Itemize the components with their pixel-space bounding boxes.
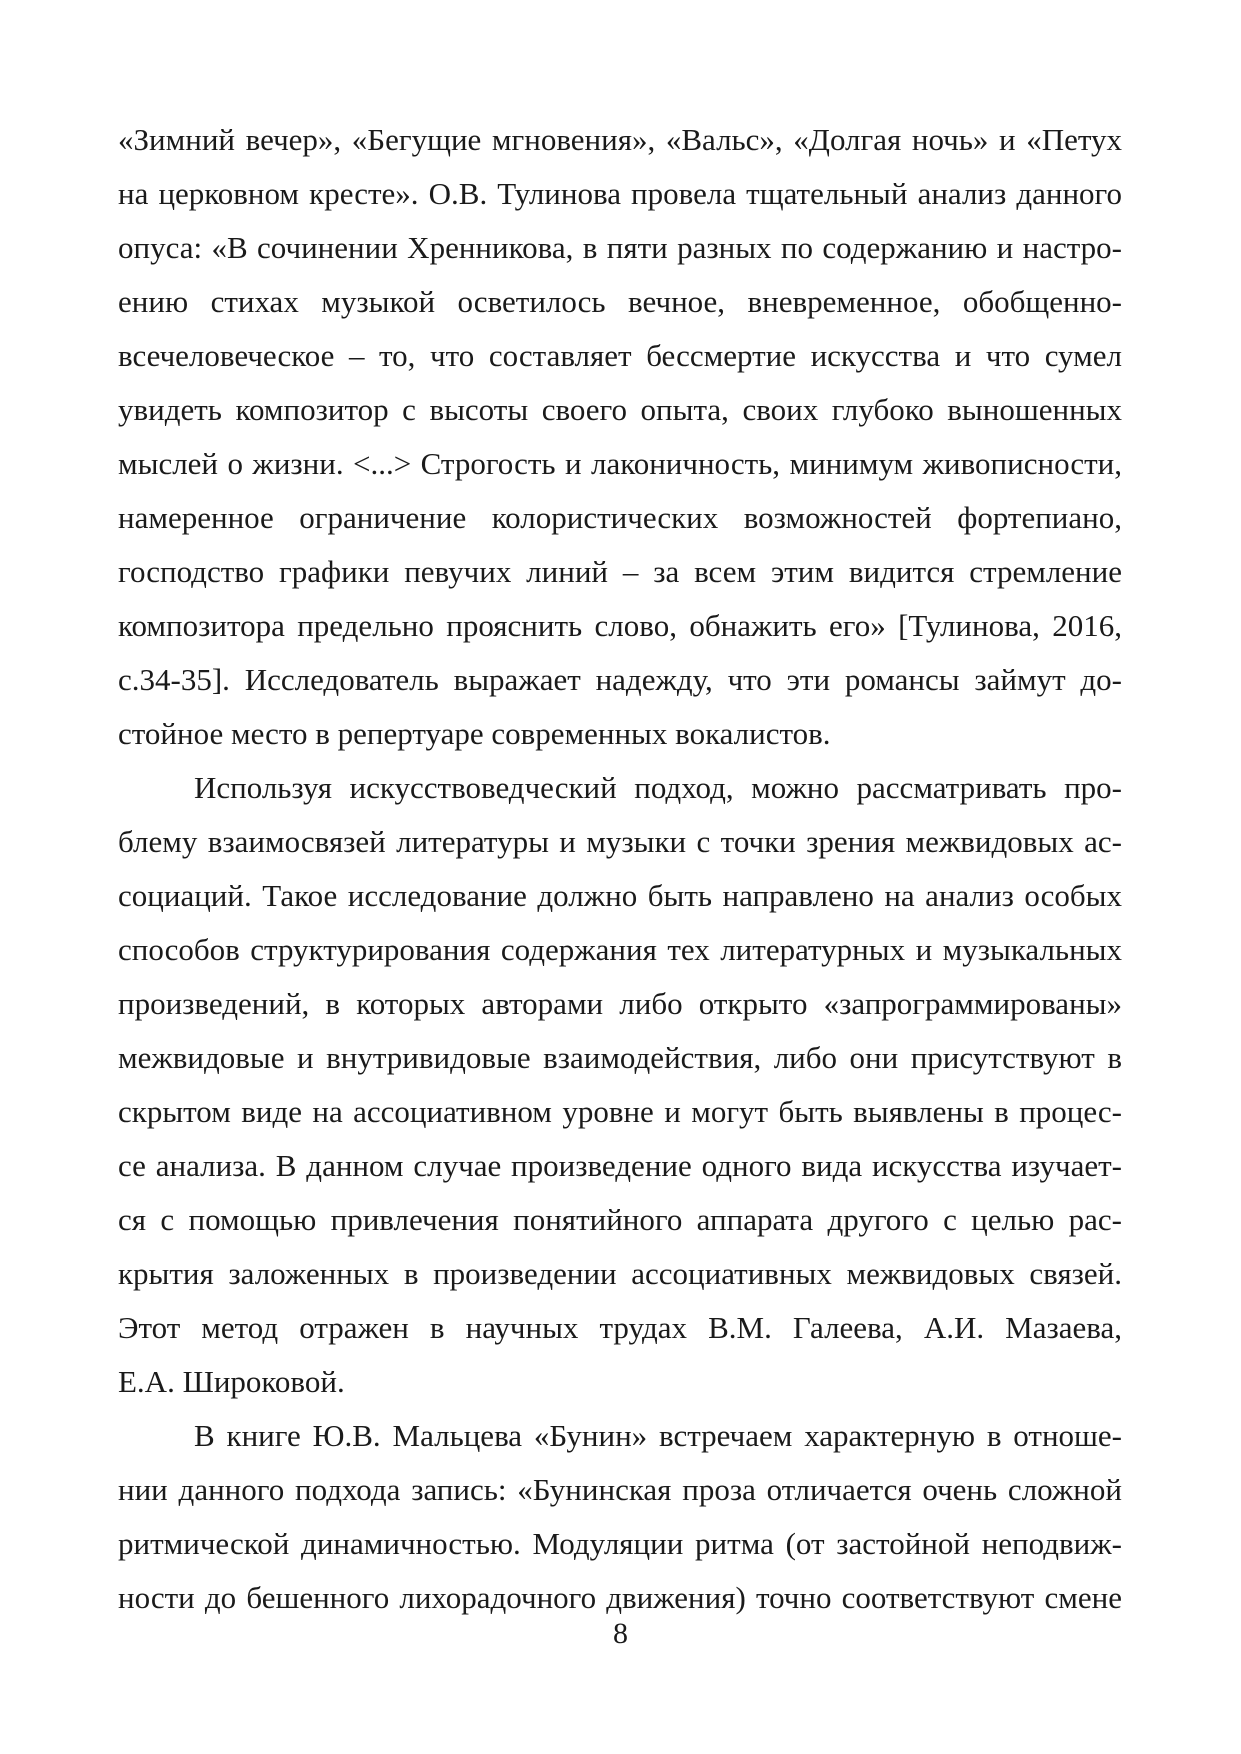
text-line: ся с помощью привлечения понятийного аппарата другого с целью рас- bbox=[118, 1202, 1122, 1237]
text-line: опуса: «В сочинении Хренникова, в пяти разных по содержанию и настро- bbox=[118, 230, 1122, 265]
paragraph-maltsev bbox=[118, 1409, 1122, 1625]
text-line: ности до бешенного лихорадочного движения) точно соответствуют смене bbox=[118, 1580, 1122, 1615]
text-line: намеренное ограничение колористических возможностей фортепиано, bbox=[118, 500, 1122, 535]
text-line: социаций. Такое исследование должно быть направлено на анализ особых bbox=[118, 878, 1122, 913]
text-line: всечеловеческое – то, что составляет бессмертие искусства и что сумел bbox=[118, 338, 1122, 373]
text-line: скрытом виде на ассоциативном уровне и могут быть выявлены в процес- bbox=[118, 1094, 1122, 1129]
text-line: блему взаимосвязей литературы и музыки с точки зрения межвидовых ас- bbox=[118, 824, 1122, 859]
text-line: В книге Ю.В. Мальцева «Бунин» встречаем характерную в отноше- bbox=[194, 1418, 1122, 1453]
text-line: «Зимний вечер», «Бегущие мгновения», «Вальс», «Долгая ночь» и «Петух bbox=[118, 122, 1122, 157]
text-line: с.34-35]. Исследователь выражает надежду, что эти романсы займут до- bbox=[118, 662, 1122, 697]
text-line: крытия заложенных в произведении ассоциативных межвидовых связей. bbox=[118, 1256, 1122, 1291]
document-page bbox=[118, 113, 1122, 1625]
text-line: ению стихах музыкой осветилось вечное, вневременное, обобщенно- bbox=[118, 284, 1122, 319]
text-line: композитора предельно прояснить слово, обнажить его» [Тулинова, 2016, bbox=[118, 608, 1122, 643]
text-line: мыслей о жизни. <...> Строгость и лаконичность, минимум живописности, bbox=[118, 446, 1122, 481]
text-line: на церковном кресте». О.В. Тулинова провела тщательный анализ данного bbox=[118, 176, 1122, 211]
text-line: ритмической динамичностью. Модуляции ритма (от застойной неподвиж- bbox=[118, 1526, 1122, 1561]
page-number: 8 bbox=[613, 1617, 628, 1650]
text-line: произведений, в которых авторами либо открыто «запрограммированы» bbox=[118, 986, 1122, 1021]
text-line: увидеть композитор с высоты своего опыта, своих глубоко выношенных bbox=[118, 392, 1122, 427]
text-line: стойное место в репертуаре современных вокалистов. bbox=[118, 716, 831, 751]
text-line: господство графики певучих линий – за всем этим видится стремление bbox=[118, 554, 1122, 589]
text-line: нии данного подхода запись: «Бунинская проза отличается очень сложной bbox=[118, 1472, 1122, 1507]
paragraph-continuation bbox=[118, 113, 1122, 761]
text-line: Этот метод отражен в научных трудах В.М. Галеева, А.И. Мазаева, bbox=[118, 1310, 1122, 1345]
text-line: Е.А. Широковой. bbox=[118, 1364, 345, 1399]
text-line: се анализа. В данном случае произведение одного вида искусства изучает- bbox=[118, 1148, 1122, 1183]
text-line: межвидовые и внутривидовые взаимодействия, либо они присутствуют в bbox=[118, 1040, 1122, 1075]
text-line: способов структурирования содержания тех литературных и музыкальных bbox=[118, 932, 1122, 967]
paragraph-art-approach bbox=[118, 761, 1122, 1409]
text-line: Используя искусствоведческий подход, можно рассматривать про- bbox=[194, 770, 1122, 805]
